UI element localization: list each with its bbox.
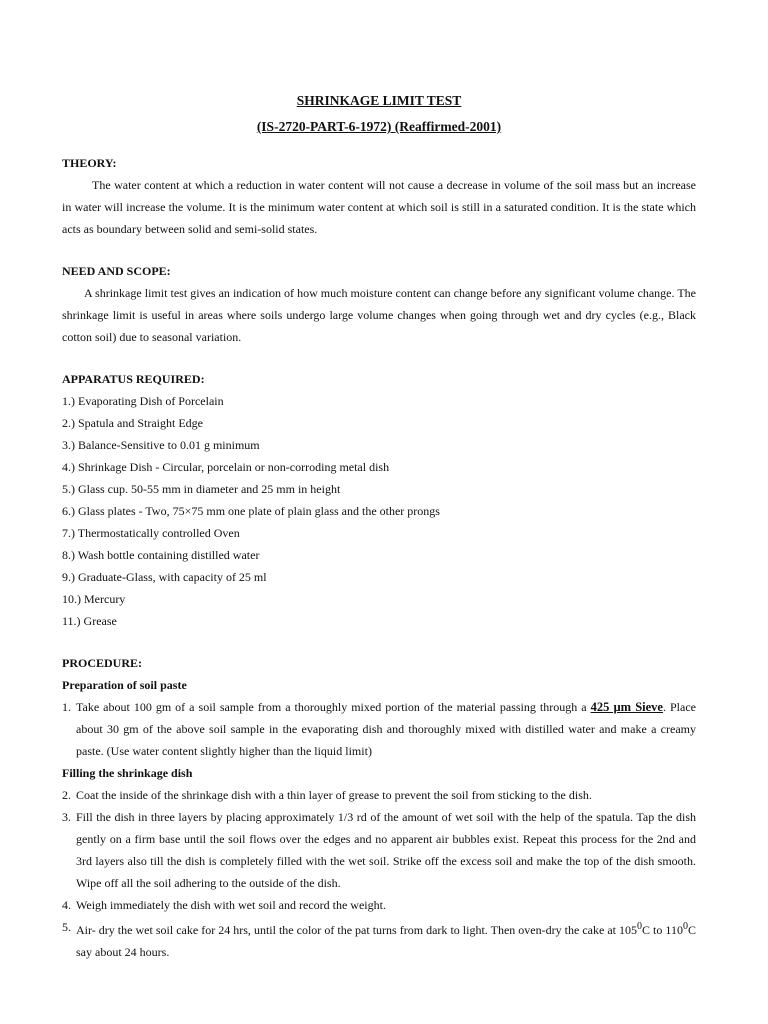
step-text: Weigh immediately the dish with wet soil and record the weight. (76, 898, 386, 912)
procedure-step (62, 696, 696, 762)
procedure-step (62, 806, 696, 894)
apparatus-item: 2.) Spatula and Straight Edge (62, 416, 203, 430)
document-subtitle: (IS-2720-PART-6-1972) (Reaffirmed-2001) (256, 119, 502, 134)
step-number: 4. (62, 898, 71, 912)
procedure-step (62, 916, 696, 963)
apparatus-item: 9.) Graduate-Glass, with capacity of 25 ml (62, 570, 267, 584)
apparatus-heading: APPARATUS REQUIRED: (62, 372, 205, 386)
need-scope-text: A shrinkage limit test gives an indication of how much moisture content can change before any significant volume change. The shrinkage limit is useful in areas where soils undergo large volume changes when going through wet and dry cycles (e.g., Black cotton soil) due to seasonal variation. (62, 286, 696, 344)
step-text: Coat the inside of the shrinkage dish with a thin layer of grease to prevent the soil from sticking to the dish. (76, 788, 592, 802)
step-text (76, 696, 696, 762)
step-number: 1. (62, 700, 71, 714)
apparatus-item: 11.) Grease (62, 614, 117, 628)
procedure-step (62, 784, 696, 806)
apparatus-item: 4.) Shrinkage Dish - Circular, porcelain or non-corroding metal dish (62, 460, 390, 474)
procedure-subheading-filling: Filling the shrinkage dish (62, 766, 193, 780)
procedure-step (62, 894, 696, 916)
step-text-part: C say about 24 hours. (76, 923, 696, 959)
step-number: 3. (62, 810, 71, 824)
step-text-part: C to 110 (642, 923, 683, 937)
step-text-part: Air- dry the wet soil cake for 24 hrs, until the color of the pat turns from dark to light. Then oven-dry the cake at 105 (76, 923, 638, 937)
step-text (76, 916, 696, 963)
step-text: Fill the dish in three layers by placing approximately 1/3 rd of the amount of wet soil with the help of the spatula. Tap the dish gently on a firm base until the soil flows over the edges and no apparent air bubbles exist. Repeat this process for the 2nd and 3rd layers also till the dish is completely filled with the wet soil. Strike off the excess soil and make the top of the dish smooth. Wipe off all the soil adhering to the outside of the dish. (76, 810, 696, 890)
theory-text: The water content at which a reduction in water content will not cause a decrease in volume of the soil mass but an increase in water will increase the volume. It is the minimum water content at which soil is still in a saturated condition. It is the state which acts as boundary between solid and semi-solid states. (62, 178, 696, 236)
procedure-heading: PROCEDURE: (62, 656, 142, 670)
apparatus-list (62, 390, 696, 632)
degree-superscript: 0 (682, 921, 688, 932)
apparatus-item: 3.) Balance-Sensitive to 0.01 g minimum (62, 438, 260, 452)
need-scope-heading: NEED AND SCOPE: (62, 264, 171, 278)
sieve-size: 425 µm Sieve (590, 700, 663, 714)
theory-heading: THEORY: (62, 156, 117, 170)
step-number: 5. (62, 920, 71, 934)
procedure-list (62, 696, 696, 963)
step-number: 2. (62, 788, 71, 802)
step-text-part: Take about 100 gm of a soil sample from a thoroughly mixed portion of the material passing through a (76, 700, 591, 714)
apparatus-item: 5.) Glass cup. 50-55 mm in diameter and 25 mm in height (62, 482, 341, 496)
step-text-part: . Place about 30 gm of the above soil sample in the evaporating dish and thoroughly mixed with distilled water and make a creamy paste. (Use water content slightly higher than the liquid limit) (76, 700, 696, 758)
apparatus-item: 7.) Thermostatically controlled Oven (62, 526, 240, 540)
apparatus-item: 10.) Mercury (62, 592, 126, 606)
apparatus-item: 8.) Wash bottle containing distilled water (62, 548, 260, 562)
apparatus-item: 6.) Glass plates - Two, 75×75 mm one plate of plain glass and the other prongs (62, 504, 440, 518)
degree-superscript: 0 (637, 921, 643, 932)
document-title: SHRINKAGE LIMIT TEST (296, 93, 462, 108)
apparatus-item: 1.) Evaporating Dish of Porcelain (62, 394, 224, 408)
procedure-subheading-soil-paste: Preparation of soil paste (62, 678, 187, 692)
